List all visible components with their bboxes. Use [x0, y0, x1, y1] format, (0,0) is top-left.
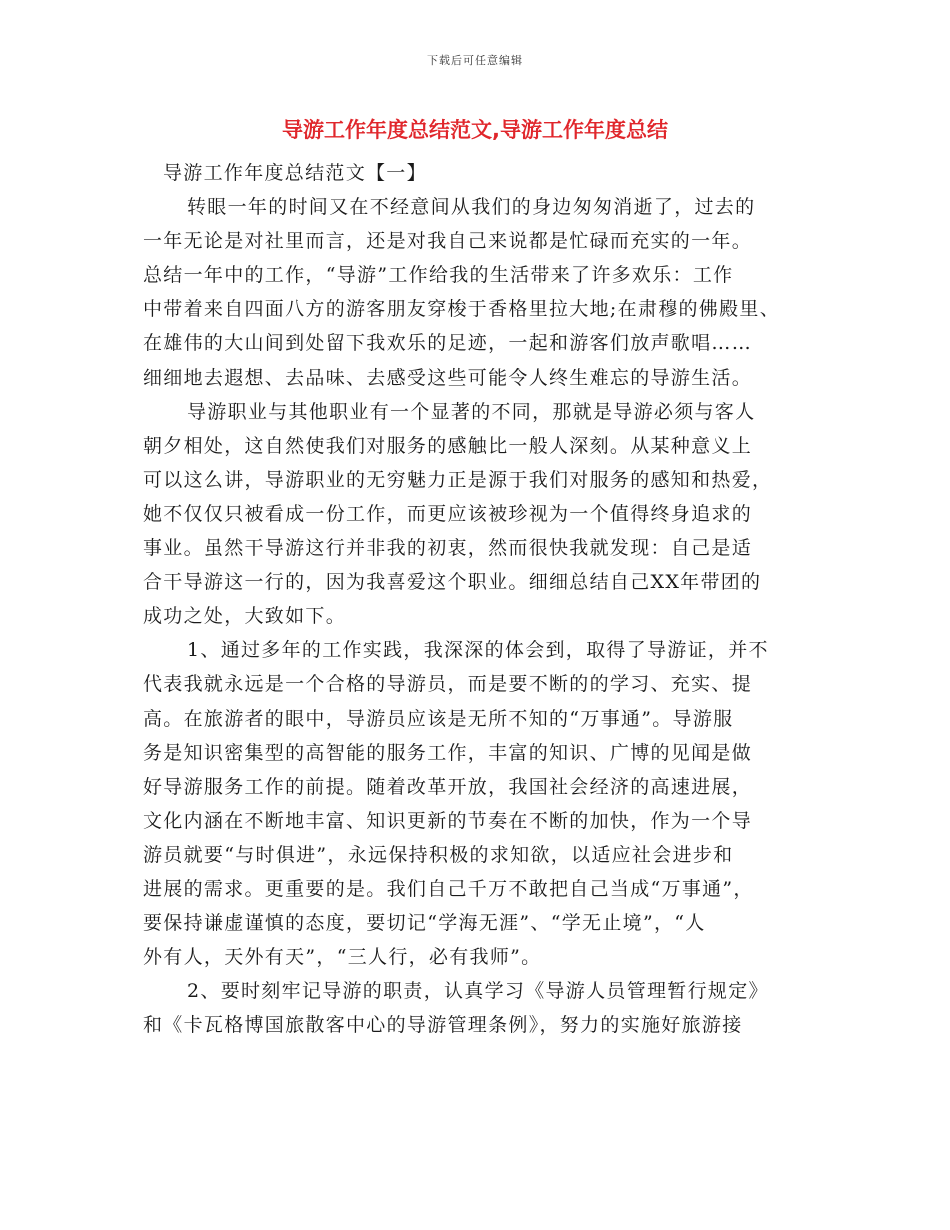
text-line: 进展的需求。更重要的是。我们自己千万不敢把自己当成“万事通”，	[143, 877, 754, 900]
text-line: 合干导游这一行的，因为我喜爱这个职业。细细总结自己XX年带团的	[143, 571, 762, 594]
text-line: 总结一年中的工作，“导游”工作给我的生活带来了许多欢乐：工作	[143, 264, 734, 287]
text-line: 中带着来自四面八方的游客朋友穿梭于香格里拉大地;在肃穆的佛殿里、	[143, 298, 781, 321]
text-line: 一年无论是对社里而言，还是对我自己来说都是忙碌而充实的一年。	[143, 230, 753, 253]
text-line: 可以这么讲，导游职业的无穷魅力正是源于我们对服务的感知和热爱，	[143, 468, 773, 491]
text-line: 代表我就永远是一个合格的导游员，而是要不断的的学习、充实、提	[143, 673, 753, 696]
text-line: 细细地去遐想、去品味、去感受这些可能令人终生难忘的导游生活。	[143, 366, 753, 389]
text-line: 导游职业与其他职业有一个显著的不同，那就是导游必须与客人	[187, 400, 756, 423]
text-line: 要保持谦虚谨慎的态度，要切记“学海无涯”、“学无止境”，“人	[143, 912, 706, 935]
text-line: 外有人，天外有天”，“三人行，必有我师”。	[143, 946, 542, 969]
text-line: 成功之处，大致如下。	[143, 605, 347, 628]
header-note: 下载后可任意编辑	[427, 54, 523, 67]
text-line: 在雄伟的大山间到处留下我欢乐的足迹，一起和游客们放声歌唱……	[143, 332, 753, 355]
text-line: 事业。虽然干导游这行并非我的初衷，然而很快我就发现：自己是适	[143, 537, 753, 560]
text-line: 游员就要“与时俱进”，永远保持积极的求知欲，以适应社会进步和	[143, 843, 734, 866]
section-heading: 导游工作年度总结范文【一】	[163, 162, 427, 184]
document-body	[143, 156, 807, 1042]
document-title: 导游工作年度总结范文,导游工作年度总结	[282, 118, 668, 142]
text-line: 文化内涵在不断地丰富、知识更新的节奏在不断的加快，作为一个导	[143, 809, 753, 832]
text-line: 1、通过多年的工作实践，我深深的体会到，取得了导游证，并不	[187, 639, 769, 662]
text-line: 好导游服务工作的前提。随着改革开放，我国社会经济的高速进展，	[143, 775, 753, 798]
text-line: 和《卡瓦格博国旅散客中心的导游管理条例》，努力的实施好旅游接	[143, 1014, 743, 1037]
text-line: 她不仅仅只被看成一份工作，而更应该被珍视为一个值得终身追求的	[143, 502, 753, 525]
text-line: 转眼一年的时间又在不经意间从我们的身边匆匆消逝了，过去的	[187, 196, 756, 219]
text-line: 2、要时刻牢记导游的职责，认真学习《导游人员管理暂行规定》	[187, 980, 769, 1003]
text-line: 朝夕相处，这自然使我们对服务的感触比一般人深刻。从某种意义上	[143, 434, 753, 457]
text-line: 高。在旅游者的眼中，导游员应该是无所不知的“万事通”。导游服	[143, 707, 734, 730]
text-line: 务是知识密集型的高智能的服务工作，丰富的知识、广博的见闻是做	[143, 741, 753, 764]
